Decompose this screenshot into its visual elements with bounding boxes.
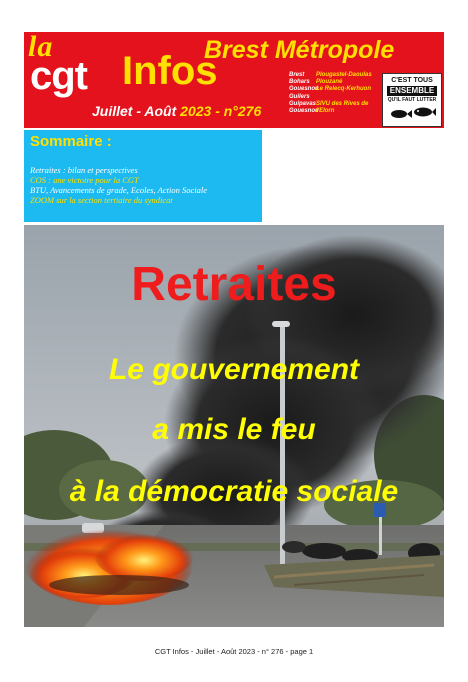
- sommaire-item: COS : une victoire pour la CGT: [30, 175, 139, 185]
- cover-subheadline-2: a mis le feu: [152, 413, 316, 446]
- logo-line-2: ENSEMBLE: [387, 86, 437, 96]
- commune-left: Guilers: [289, 93, 310, 100]
- issue-number: 2023 - n°276: [180, 103, 262, 119]
- commune-left: Brest: [289, 72, 305, 78]
- masthead-banner: [24, 32, 444, 128]
- commune-left: Gouesnou: [289, 86, 319, 93]
- commune-left: Guipavas: [289, 100, 317, 107]
- sommaire-list: [30, 165, 207, 205]
- commune-left: Gouesnou: [289, 108, 319, 115]
- commune-right: l'Elorn: [316, 108, 335, 115]
- fish-logo-icon: [387, 104, 437, 122]
- commune-right: SIVU des Rives de: [316, 100, 369, 107]
- sommaire-title: Sommaire :: [30, 133, 112, 150]
- masthead-cgt: cgt: [30, 54, 87, 98]
- commune-right: Plougastel-Daoulas: [316, 72, 372, 78]
- cover-subheadline-3: à la démocratie sociale: [69, 475, 399, 508]
- ensemble-logo: [382, 73, 442, 127]
- commune-left: Bohars: [289, 79, 310, 86]
- cover-subheadline-1: Le gouvernement: [108, 353, 360, 386]
- cover-headline: Retraites: [131, 258, 337, 311]
- sommaire-item: Retraites : bilan et perspectives: [30, 165, 138, 175]
- logo-line-1: C'EST TOUS: [391, 77, 433, 84]
- issue-line: [92, 103, 261, 119]
- commune-right: Le Relecq-Kerhuon: [316, 86, 372, 93]
- cover-photo: [24, 225, 444, 627]
- sommaire-item: BTU, Avancements de grade, Ecoles, Action Sociale: [30, 185, 207, 195]
- masthead-infos: Infos: [122, 49, 218, 93]
- issue-period: Juillet - Août: [92, 103, 177, 119]
- commune-right: Plouzané: [316, 79, 343, 86]
- page-footer: CGT Infos - Juillet - Août 2023 - n° 276 - page 1: [154, 647, 314, 656]
- logo-line-3: QU'IL FAUT LUTTER: [387, 97, 437, 103]
- region-title: Brest Métropole: [204, 36, 395, 64]
- masthead-la: la: [28, 32, 54, 63]
- sommaire-item: ZOOM sur la section tertiaire du syndicat: [30, 195, 173, 205]
- sommaire-box: [24, 130, 262, 222]
